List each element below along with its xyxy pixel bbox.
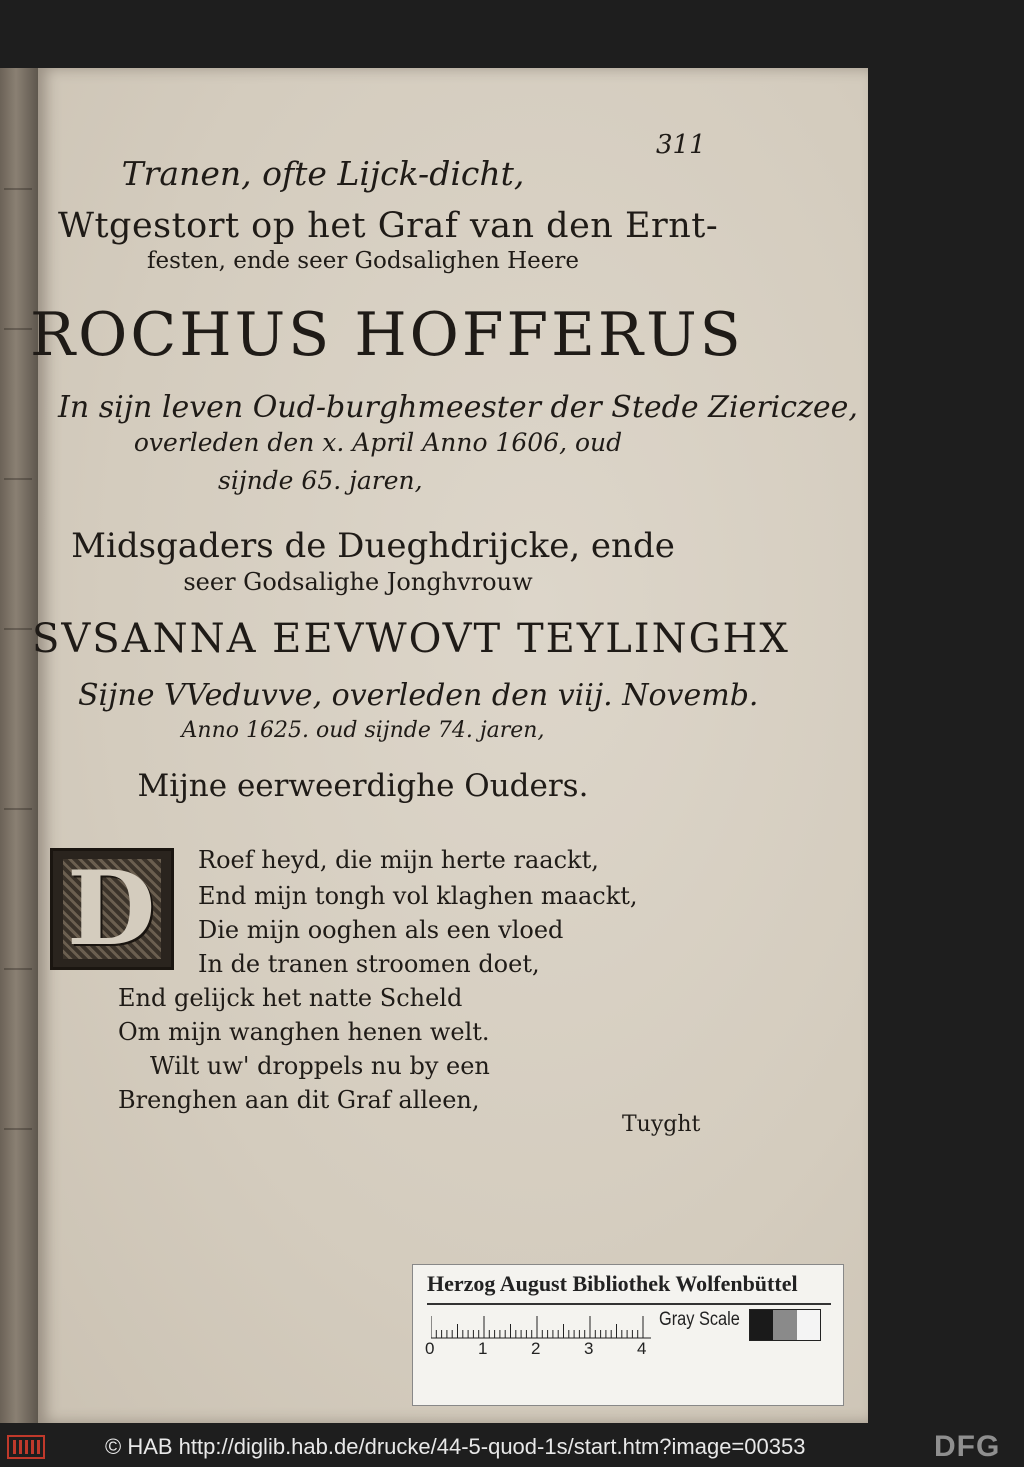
catchword: Tuyght (622, 1112, 701, 1137)
scanned-page (30, 68, 868, 1423)
ruler-number: 0 (425, 1339, 435, 1358)
ruler-number: 3 (584, 1339, 594, 1358)
ruler-number: 4 (637, 1339, 647, 1358)
verse-line: Die mijn ooghen als een vloed (198, 916, 564, 944)
bleed-line (4, 188, 32, 190)
bleed-line (4, 628, 32, 630)
library-name: Herzog August Bibliothek Wolfenbüttel (427, 1271, 798, 1296)
office-line: In sijn leven Oud-burghmeester der Stede Ziericzee, (58, 390, 858, 425)
decorated-initial (50, 848, 174, 970)
widow-line: Sijne VVeduvve, overleden den viij. Novemb. (78, 678, 759, 713)
name-rochus-hofferus: ROCHUS HOFFERUS (30, 300, 744, 370)
anno-line: Anno 1625. oud sijnde 74. jaren, (181, 718, 545, 743)
bleed-line (4, 808, 32, 810)
swatch-gray (773, 1310, 796, 1340)
verse-line: End gelijck het natte Scheld (118, 984, 463, 1012)
page-number: 311 (656, 130, 706, 160)
verse-line: Brenghen aan dit Graf alleen, (118, 1086, 480, 1114)
swatch-black (750, 1310, 773, 1340)
title-line-1: Tranen, ofte Lijck-dicht, (121, 154, 525, 193)
card-rule (427, 1303, 831, 1305)
bleed-line (4, 478, 32, 480)
library-color-card (412, 1264, 844, 1406)
bleed-line (4, 968, 32, 970)
swatch-white (797, 1310, 820, 1340)
name-susanna: SVSANNA EEVWOVT TEYLINGHX (32, 616, 790, 662)
footer-credit-link[interactable]: © HAB http://diglib.hab.de/drucke/44-5-quod-1s/start.htm?image=00353 (105, 1434, 806, 1459)
previous-page-edge (0, 68, 40, 1423)
gray-scale-label: Gray Scale (659, 1309, 740, 1330)
age-line: sijnde 65. jaren, (218, 466, 423, 495)
bleed-line (4, 328, 32, 330)
scale-ruler (431, 1309, 651, 1339)
title-line-2: Wtgestort op het Graf van den Ernt- (58, 206, 719, 246)
ruler-number: 1 (478, 1339, 488, 1358)
title-line-3: festen, ende seer Godsalighen Heere (147, 248, 579, 274)
initial-letter: D (67, 849, 156, 969)
dfg-logo: DFG (934, 1430, 1001, 1463)
footer-bar (0, 1428, 1024, 1467)
gray-swatches (749, 1309, 821, 1341)
verse-line: End mijn tongh vol klaghen maackt, (198, 882, 638, 910)
verse-line: Roef heyd, die mijn herte raackt, (198, 846, 599, 874)
death-date-line: overleden den x. April Anno 1606, oud (133, 428, 623, 457)
ouders-line: Mijne eerweerdighe Ouders. (137, 768, 589, 804)
jonghvrouw-line: seer Godsalighe Jonghvrouw (183, 568, 533, 596)
bleed-line (4, 1128, 32, 1130)
verse-line: Om mijn wanghen henen welt. (118, 1018, 490, 1046)
ruler-number: 2 (531, 1339, 541, 1358)
verse-line: In de tranen stroomen doet, (198, 950, 540, 978)
midsgaders-line: Midsgaders de Dueghdrijcke, ende (71, 526, 675, 566)
verse-line: Wilt uw' droppels nu by een (150, 1052, 490, 1080)
hab-logo-icon (6, 1434, 46, 1460)
